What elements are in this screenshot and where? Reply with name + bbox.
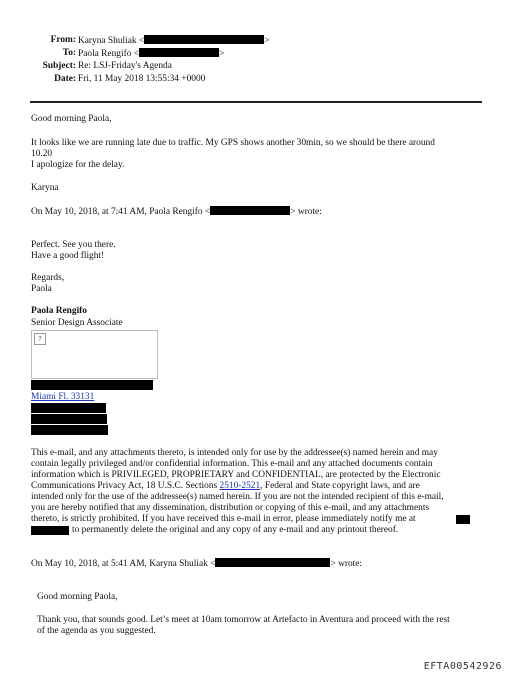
header-divider <box>30 101 482 103</box>
redaction <box>456 515 470 524</box>
date-value: Fri, 11 May 2018 13:55:34 +0000 <box>78 74 206 84</box>
disclaimer-line: information which is PRIVILEGED, PROPRIETARY and CONFIDENTIAL, are protected by the Electronic <box>31 470 441 480</box>
regards: Regards, <box>31 273 65 283</box>
redaction <box>31 526 69 535</box>
disclaimer-text: , Federal and State copyright laws, and are <box>260 481 420 491</box>
disclaimer-line: you are hereby notified that any dissemination, distribution or copying of this e-mail, and any attachments <box>31 503 430 513</box>
redaction <box>215 558 330 567</box>
redaction <box>139 48 219 57</box>
body-line: I apologize for the delay. <box>31 160 125 170</box>
disclaimer-line: This e-mail, and any attachments thereto, is intended only for use by the addressee(s) named herein and may <box>31 448 438 458</box>
signature-title: Senior Design Associate <box>31 318 123 328</box>
to-close: > <box>219 49 225 59</box>
to-value <box>78 48 224 60</box>
body-line: 10.20 <box>31 149 53 159</box>
quote-greeting: Good morning Paola, <box>37 592 118 602</box>
redaction <box>31 380 153 390</box>
quote-intro-end: > wrote: <box>290 207 322 217</box>
signoff: Karyna <box>31 183 59 193</box>
quote-intro-end: > wrote: <box>330 559 363 569</box>
date-label: Date: <box>54 74 76 84</box>
disclaimer-line: to permanently delete the original and any copy of any e-mail and any printout thereof. <box>72 525 399 535</box>
disclaimer-line: intended only for the use of the addressee(s) named herein. If you are not the intended recipient of this e-mail, <box>31 492 444 502</box>
quote-line: of the agenda as you suggested. <box>37 626 156 636</box>
from-value <box>78 35 270 47</box>
quote-line: Perfect. See you there. <box>31 240 116 250</box>
subject-label: Subject: <box>42 61 76 71</box>
document-id: EFTA00542926 <box>423 661 502 672</box>
quote-intro-text: On May 10, 2018, at 7:41 AM, Paola Rengifo < <box>31 207 211 217</box>
regards-name: Paola <box>31 284 52 294</box>
quote-intro <box>31 558 362 570</box>
redaction <box>31 403 106 413</box>
redaction <box>144 35 264 44</box>
from-label: From: <box>50 35 76 45</box>
body-line: It looks like we are running late due to traffic. My GPS shows another 30min, so we should be there around <box>31 138 435 148</box>
address-link[interactable]: Miami Fl. 33131 <box>31 392 95 402</box>
signature-name: Paola Rengifo <box>31 306 87 316</box>
disclaimer-line: thereto, is strictly prohibited. If you have received this e-mail in error, please immediately notify me at <box>31 514 416 524</box>
broken-image <box>31 330 158 379</box>
to-label: To: <box>62 48 76 58</box>
address-link-wrap <box>31 392 94 403</box>
redaction <box>31 414 107 424</box>
redaction <box>210 206 290 215</box>
redaction <box>31 425 108 435</box>
quote-intro-text: On May 10, 2018, at 5:41 AM, Karyna Shuliak < <box>31 559 216 569</box>
greeting: Good morning Paola, <box>31 114 112 124</box>
disclaimer-text: Communications Privacy Act, 18 U.S.C. Sections <box>31 481 220 491</box>
to-name: Paola Rengifo < <box>78 49 140 59</box>
quote-intro <box>31 206 322 218</box>
broken-image-icon: ? <box>34 333 46 345</box>
quote-line: Have a good flight! <box>31 251 105 261</box>
subject-value: Re: LSJ-Friday's Agenda <box>78 61 172 71</box>
quote-line: Thank you, that sounds good. Let’s meet at 10am tomorrow at Artefacto in Aventura and proceed with the rest <box>37 615 450 625</box>
statute-link[interactable]: 2510-2521 <box>219 481 261 491</box>
disclaimer-line: contain legally privileged and/or confidential information. This e-mail and any attached documents contain <box>31 459 433 469</box>
from-name: Karyna Shuliak < <box>78 36 145 46</box>
from-close: > <box>264 36 270 46</box>
disclaimer-line <box>31 481 420 492</box>
